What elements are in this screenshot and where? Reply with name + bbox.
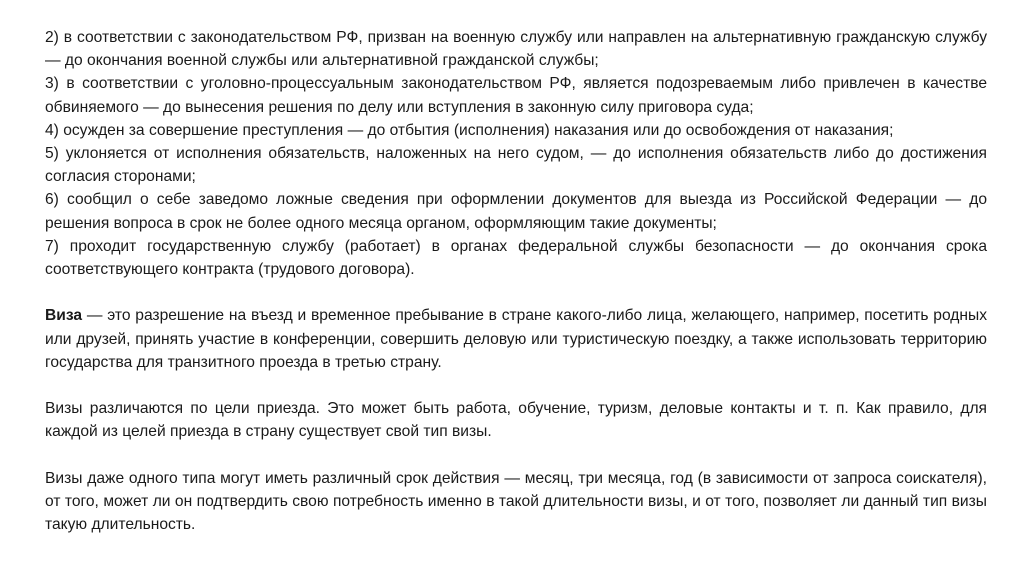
list-item: 3) в соответствии с уголовно-процессуальным законодательством РФ, является подозреваемым либо привлечен в качестве обвиняемого — до вынесения решения по делу или вступления в законную силу приговора суда; <box>45 75 987 116</box>
paragraph-gap <box>45 281 987 304</box>
paragraph-gap <box>45 374 987 397</box>
list-item: 4) осужден за совершение преступления — до отбытия (исполнения) наказания или до освобождения от наказания; <box>45 121 894 139</box>
visa-duration-paragraph: Визы даже одного типа могут иметь различный срок действия — месяц, три месяца, год (в зависимости от запроса соискателя), от того, может ли он подтвердить свою потребность именно в такой длительности визы, и от того, позволяет ли данный тип визы такую длительность. <box>45 469 987 534</box>
list-item: 2) в соответствии с законодательством РФ, призван на военную службу или направлен на альтернативную гражданскую службу — до окончания военной службы или альтернативной гражданской службы; <box>45 29 987 70</box>
visa-types-paragraph: Визы различаются по цели приезда. Это может быть работа, обучение, туризм, деловые контакты и т. п. Как правило, для каждой из целей приезда в страну существует свой тип визы. <box>45 400 987 441</box>
list-item: 6) сообщил о себе заведомо ложные сведения при оформлении документов для выезда из Российской Федерации — до решения вопроса в срок не более одного месяца органом, оформляющим такие документы; <box>45 191 987 232</box>
document-body <box>45 26 987 536</box>
list-item: 7) проходит государственную службу (работает) в органах федеральной службы безопасности — до окончания срока соответствующего контракта (трудового договора). <box>45 237 987 279</box>
list-item: 5) уклоняется от исполнения обязательств, наложенных на него судом, — до исполнения обязательств либо до достижения согласия сторонами; <box>45 145 987 186</box>
visa-definition-text: — это разрешение на въезд и временное пребывание в стране какого-либо лица, желающего, например, посетить родных или друзей, принять участие в конференции, совершить деловую или туристическую поездку, а также использовать территорию государства для транзитного проезда в третью страну. <box>45 307 987 371</box>
visa-term: Виза <box>45 307 83 325</box>
paragraph-gap <box>45 444 987 467</box>
visa-definition-paragraph <box>45 304 987 374</box>
